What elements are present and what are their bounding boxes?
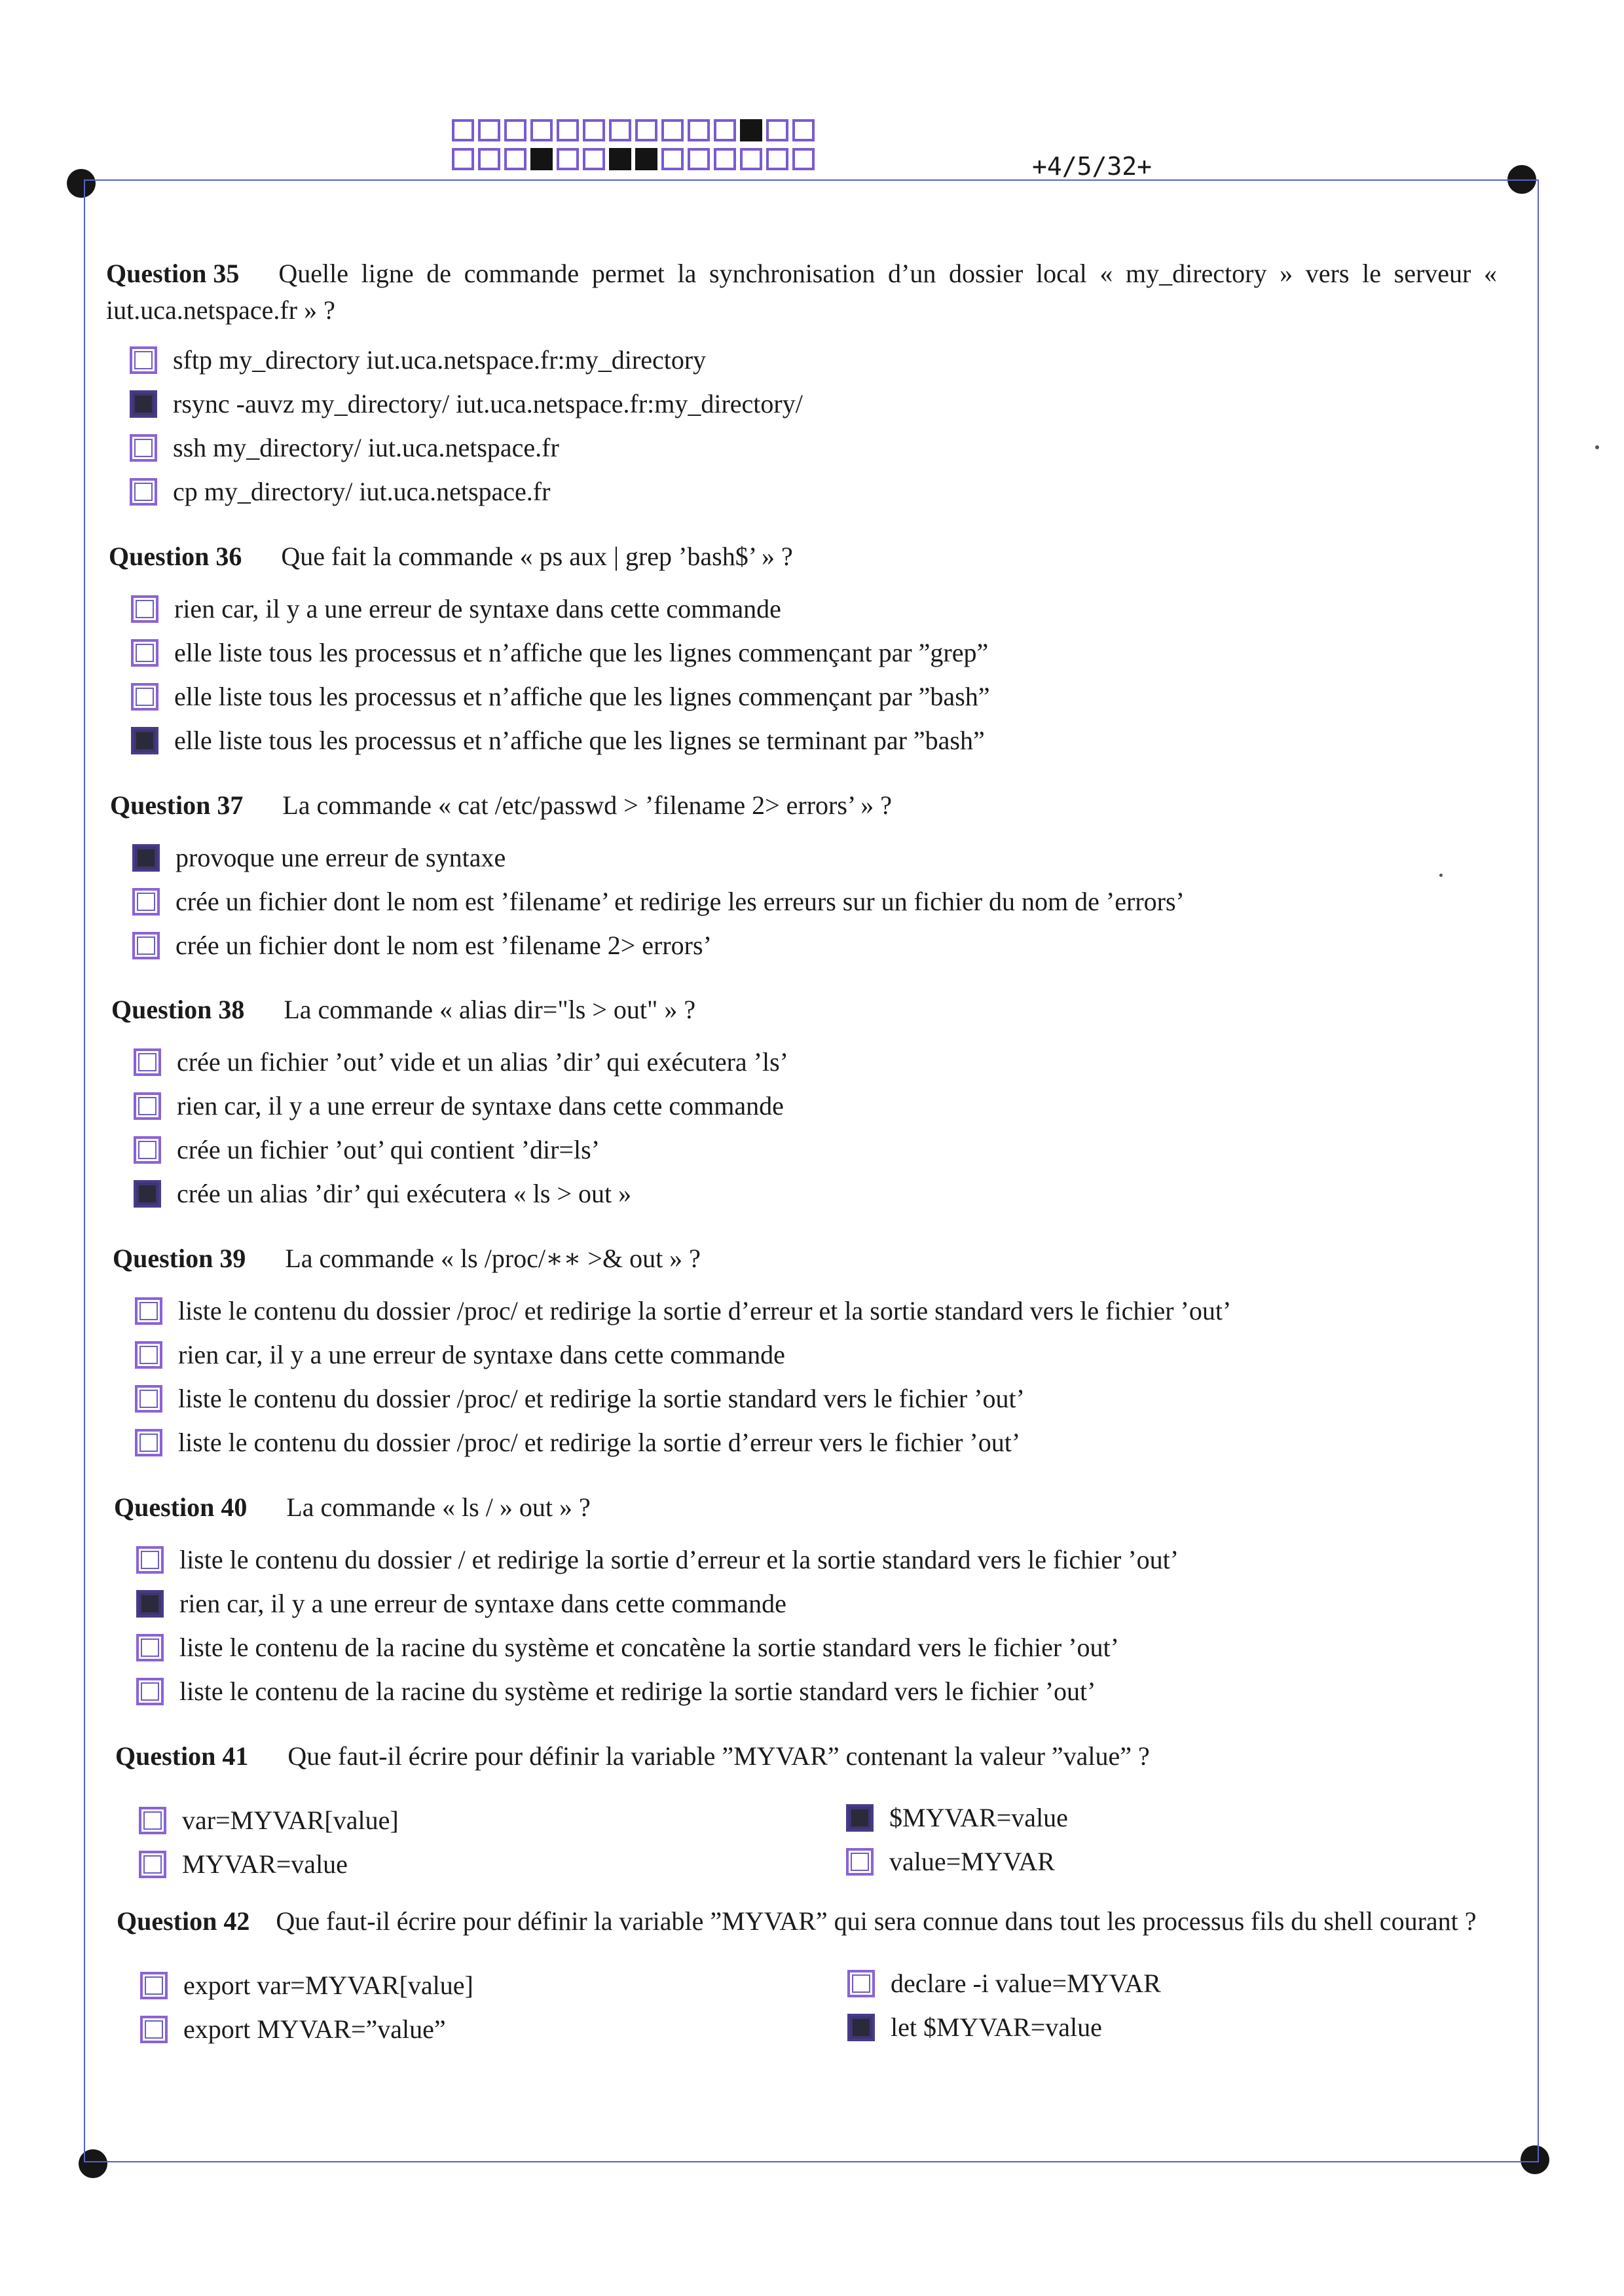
code-cell	[530, 119, 553, 141]
code-cell	[557, 148, 579, 170]
checkbox[interactable]	[134, 1180, 161, 1208]
question-38	[111, 991, 1500, 1028]
question-number: Question 41	[115, 1741, 249, 1771]
code-cell	[478, 148, 500, 170]
checkbox[interactable]	[130, 390, 157, 418]
option[interactable]	[846, 1802, 1068, 1834]
code-cell	[661, 119, 684, 141]
code-cell	[792, 119, 815, 141]
option-label: var=MYVAR[value]	[182, 1805, 399, 1835]
option[interactable]	[140, 2014, 446, 2045]
option[interactable]	[134, 1134, 600, 1166]
code-cell	[583, 148, 605, 170]
checkbox[interactable]	[847, 2014, 875, 2041]
option[interactable]	[130, 388, 803, 420]
option-label: cp my_directory/ iut.uca.netspace.fr	[173, 477, 551, 506]
checkbox[interactable]	[135, 1341, 162, 1369]
question-37	[110, 787, 1498, 824]
question-text: La commande « ls / » out » ?	[286, 1492, 591, 1522]
question-text: La commande « alias dir="ls > out" » ?	[284, 995, 696, 1024]
code-cell	[504, 119, 526, 141]
option-label: crée un fichier ’out’ qui contient ’dir=ls’	[177, 1135, 600, 1164]
option[interactable]	[131, 681, 990, 713]
checkbox[interactable]	[131, 595, 158, 623]
option-label: elle liste tous les processus et n’affiche que les lignes commençant par ”bash”	[174, 682, 990, 711]
option[interactable]	[139, 1805, 399, 1836]
option-label: export var=MYVAR[value]	[183, 1971, 473, 2000]
code-cell	[530, 148, 553, 170]
checkbox[interactable]	[140, 2016, 168, 2043]
option-label: declare -i value=MYVAR	[891, 1969, 1161, 1998]
code-cell	[452, 119, 474, 141]
checkbox[interactable]	[136, 1590, 164, 1618]
question-42	[117, 1903, 1518, 1940]
option[interactable]	[135, 1295, 1231, 1327]
option[interactable]	[130, 432, 559, 464]
option-label: let $MYVAR=value	[891, 2012, 1102, 2042]
code-cell	[766, 119, 788, 141]
question-36	[109, 538, 1497, 575]
option-label: value=MYVAR	[889, 1847, 1055, 1876]
code-cell	[714, 148, 736, 170]
checkbox[interactable]	[131, 727, 158, 754]
option[interactable]	[132, 886, 1185, 917]
checkbox[interactable]	[846, 1804, 874, 1832]
checkbox[interactable]	[134, 1092, 161, 1120]
code-cell	[688, 119, 710, 141]
code-cell	[478, 119, 500, 141]
option[interactable]	[135, 1427, 1020, 1458]
code-cell	[766, 148, 788, 170]
code-cell	[635, 119, 657, 141]
question-39	[113, 1240, 1501, 1277]
option[interactable]	[136, 1676, 1096, 1707]
option-label: crée un fichier ’out’ vide et un alias ’dir’ qui exécutera ’ls’	[177, 1047, 789, 1077]
option[interactable]	[136, 1588, 786, 1620]
option[interactable]	[140, 1970, 473, 2001]
option[interactable]	[136, 1632, 1119, 1663]
checkbox[interactable]	[132, 844, 160, 872]
option[interactable]	[134, 1178, 631, 1210]
option-label: rien car, il y a une erreur de syntaxe dans cette commande	[179, 1589, 786, 1618]
question-number: Question 38	[111, 995, 245, 1024]
question-40	[114, 1489, 1502, 1526]
option-label: rsync -auvz my_directory/ iut.uca.netspace.fr:my_directory/	[173, 389, 803, 418]
question-number: Question 35	[106, 259, 240, 288]
checkbox[interactable]	[139, 1807, 166, 1834]
question-text: Que fait la commande « ps aux | grep ’bash$’ » ?	[281, 542, 793, 571]
option-label: liste le contenu du dossier /proc/ et redirige la sortie standard vers le fichier ’out’	[178, 1384, 1025, 1413]
option[interactable]	[134, 1046, 788, 1078]
option[interactable]	[131, 725, 985, 756]
question-number: Question 37	[110, 790, 244, 820]
question-text: Que faut-il écrire pour définir la variable ”MYVAR” qui sera connue dans tout les processus fils du shell courant ?	[276, 1906, 1477, 1936]
code-cell	[740, 119, 762, 141]
code-cell	[635, 148, 657, 170]
option-label: MYVAR=value	[182, 1849, 348, 1879]
option[interactable]	[132, 930, 712, 961]
checkbox[interactable]	[132, 888, 160, 916]
code-cell	[609, 119, 631, 141]
option-label: export MYVAR=”value”	[183, 2014, 446, 2044]
option-label: crée un fichier dont le nom est ’filename’ et redirige les erreurs sur un fichier du nom de ’errors’	[175, 887, 1185, 916]
question-number: Question 39	[113, 1244, 246, 1273]
code-cell	[504, 148, 526, 170]
option-label: rien car, il y a une erreur de syntaxe dans cette commande	[174, 594, 781, 623]
question-41	[115, 1738, 1504, 1775]
checkbox[interactable]	[135, 1297, 162, 1325]
checkbox[interactable]	[139, 1851, 166, 1878]
question-text: La commande « ls /proc/∗∗ >& out » ?	[285, 1244, 701, 1273]
checkbox[interactable]	[135, 1429, 162, 1456]
copy-code-row-1	[452, 119, 815, 141]
code-cell	[661, 148, 684, 170]
checkbox[interactable]	[130, 346, 157, 374]
code-cell	[452, 148, 474, 170]
option[interactable]	[847, 1968, 1161, 1999]
option[interactable]	[130, 344, 706, 376]
checkbox[interactable]	[134, 1136, 161, 1164]
code-cell	[740, 148, 762, 170]
code-cell	[609, 148, 631, 170]
option[interactable]	[131, 593, 781, 625]
question-text: La commande « cat /etc/passwd > ’filename 2> errors’ » ?	[282, 790, 893, 820]
copy-code-row-2	[452, 148, 815, 170]
option[interactable]	[846, 1846, 1055, 1878]
checkbox[interactable]	[134, 1048, 161, 1076]
question-number: Question 42	[117, 1906, 250, 1936]
question-text: Que faut-il écrire pour définir la variable ”MYVAR” contenant la valeur ”value” ?	[287, 1741, 1150, 1771]
option-label: liste le contenu du dossier /proc/ et redirige la sortie d’erreur et la sortie standard vers le fichier ’out’	[178, 1296, 1232, 1325]
checkbox[interactable]	[846, 1848, 874, 1876]
question-number: Question 36	[109, 542, 242, 571]
option[interactable]	[132, 842, 506, 874]
option[interactable]	[131, 637, 988, 669]
option-label: elle liste tous les processus et n’affiche que les lignes se terminant par ”bash”	[174, 726, 985, 755]
option-label: liste le contenu de la racine du système et redirige la sortie standard vers le fichier ’out’	[179, 1676, 1096, 1706]
code-cell	[792, 148, 815, 170]
option-label: crée un alias ’dir’ qui exécutera « ls > out »	[177, 1179, 632, 1208]
option[interactable]	[134, 1090, 784, 1122]
checkbox[interactable]	[847, 1970, 875, 1997]
option[interactable]	[139, 1849, 348, 1880]
option-label: liste le contenu du dossier / et redirige la sortie d’erreur et la sortie standard vers le fichier ’out’	[179, 1545, 1179, 1574]
option[interactable]	[130, 476, 550, 508]
option-label: elle liste tous les processus et n’affiche que les lignes commençant par ”grep”	[174, 638, 989, 667]
option[interactable]	[847, 2012, 1102, 2043]
option-label: ssh my_directory/ iut.uca.netspace.fr	[173, 433, 559, 462]
option-label: $MYVAR=value	[889, 1803, 1068, 1832]
code-cell	[688, 148, 710, 170]
checkbox[interactable]	[131, 639, 158, 667]
checkbox[interactable]	[130, 434, 157, 462]
question-35	[106, 255, 1497, 329]
checkbox[interactable]	[140, 1972, 168, 1999]
scan-speck	[1439, 874, 1443, 877]
option-label: provoque une erreur de syntaxe	[175, 843, 506, 872]
question-text: Quelle ligne de commande permet la synchronisation d’un dossier local « my_directory » vers le serveur « iut.uca.netspace.fr » ?	[106, 259, 1497, 325]
checkbox[interactable]	[131, 683, 158, 711]
scan-speck	[1595, 445, 1599, 449]
option-label: crée un fichier dont le nom est ’filename 2> errors’	[175, 931, 712, 960]
checkbox[interactable]	[132, 932, 160, 959]
code-cell	[714, 119, 736, 141]
checkbox[interactable]	[130, 478, 157, 506]
option[interactable]	[135, 1339, 785, 1371]
option-label: liste le contenu de la racine du système et concatène la sortie standard vers le fichier ’out’	[179, 1633, 1119, 1662]
checkbox[interactable]	[136, 1546, 164, 1574]
option-label: sftp my_directory iut.uca.netspace.fr:my_directory	[173, 345, 707, 375]
code-cell	[557, 119, 579, 141]
code-cell	[583, 119, 605, 141]
question-number: Question 40	[114, 1492, 248, 1522]
checkbox[interactable]	[136, 1678, 164, 1705]
option[interactable]	[136, 1544, 1179, 1576]
page-id: +4/5/32+	[1032, 152, 1153, 181]
option-label: rien car, il y a une erreur de syntaxe dans cette commande	[178, 1340, 785, 1369]
checkbox[interactable]	[135, 1385, 162, 1413]
option-label: liste le contenu du dossier /proc/ et redirige la sortie d’erreur vers le fichier ’out’	[178, 1428, 1021, 1457]
option[interactable]	[135, 1383, 1025, 1415]
option-label: rien car, il y a une erreur de syntaxe dans cette commande	[177, 1091, 784, 1120]
checkbox[interactable]	[136, 1634, 164, 1661]
